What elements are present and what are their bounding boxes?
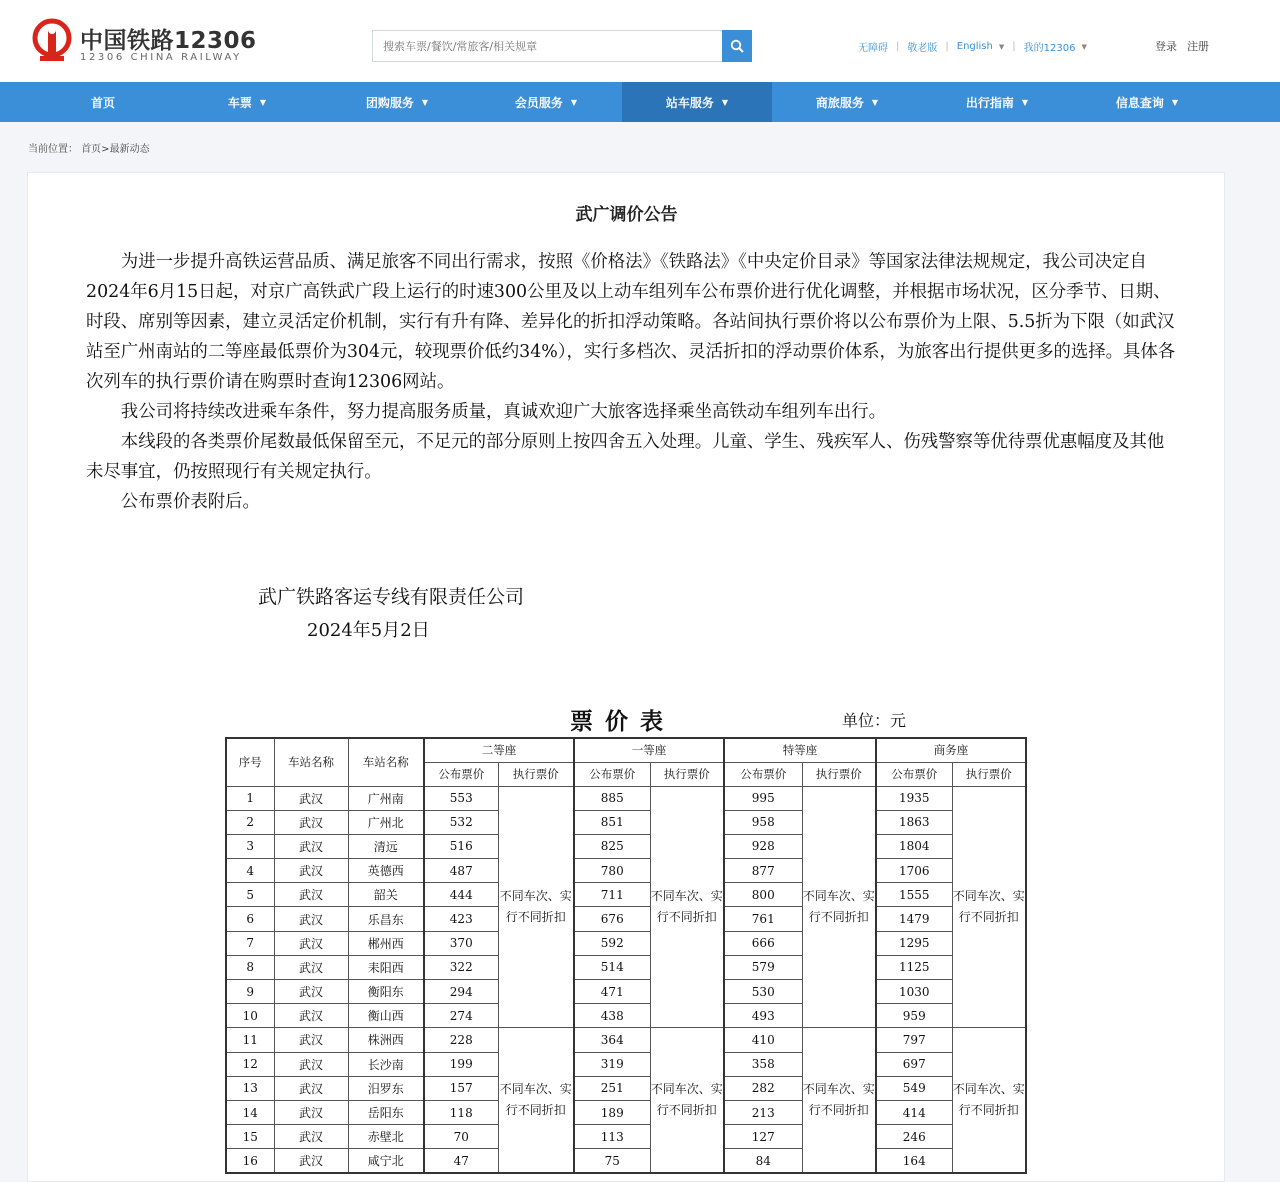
second-published-cell: 294: [424, 980, 498, 1004]
from-station-cell: 武汉: [274, 834, 348, 858]
header-executed: 执行票价: [952, 762, 1026, 786]
register-link[interactable]: 注册: [1187, 40, 1209, 53]
business-published-cell: 1706: [876, 859, 952, 883]
seq-cell: 12: [226, 1052, 274, 1076]
elderly-mode-link[interactable]: 敬老版: [907, 43, 938, 54]
nav-member-service[interactable]: [471, 82, 621, 122]
second-published-cell: 423: [424, 907, 498, 931]
to-station-cell: 广州北: [348, 810, 424, 834]
first-published-cell: 471: [574, 980, 650, 1004]
first-published-cell: 319: [574, 1052, 650, 1076]
first-published-cell: 592: [574, 931, 650, 955]
table-row: [226, 931, 1026, 955]
business-published-cell: 1479: [876, 907, 952, 931]
table-row: [226, 907, 1026, 931]
table-row: [226, 883, 1026, 907]
chevron-down-icon: ▼: [871, 97, 879, 107]
business-published-cell: 1555: [876, 883, 952, 907]
first-published-cell: 438: [574, 1004, 650, 1028]
nav-label: 信息查询: [1115, 95, 1164, 110]
second-published-cell: 70: [424, 1125, 498, 1149]
from-station-cell: 武汉: [274, 1004, 348, 1028]
second-published-cell: 322: [424, 955, 498, 979]
login-link[interactable]: 登录: [1155, 40, 1177, 53]
premium-published-cell: 666: [724, 931, 802, 955]
breadcrumb-path[interactable]: 首页>最新动态: [81, 144, 150, 155]
seq-cell: 9: [226, 980, 274, 1004]
table-row: [226, 810, 1026, 834]
to-station-cell: 赤壁北: [348, 1125, 424, 1149]
fare-table-body: [226, 786, 1026, 1173]
main-nav: [0, 82, 1280, 122]
premium-published-cell: 358: [724, 1052, 802, 1076]
executed-price-note: 不同车次、实行不同折扣: [650, 786, 724, 1028]
to-station-cell: 广州南: [348, 786, 424, 810]
nav-travel-guide[interactable]: [922, 82, 1072, 122]
business-published-cell: 1804: [876, 834, 952, 858]
header-executed: 执行票价: [650, 762, 724, 786]
brand-english: 12306 CHINA RAILWAY: [80, 52, 242, 63]
seq-cell: 4: [226, 859, 274, 883]
nav-group-service[interactable]: [322, 82, 472, 122]
divider: |: [1012, 41, 1016, 52]
second-published-cell: 444: [424, 883, 498, 907]
search-button[interactable]: [722, 30, 752, 62]
business-published-cell: 1935: [876, 786, 952, 810]
to-station-cell: 韶关: [348, 883, 424, 907]
premium-published-cell: 282: [724, 1076, 802, 1100]
chevron-down-icon: ▼: [1081, 42, 1087, 51]
first-published-cell: 189: [574, 1100, 650, 1124]
second-published-cell: 532: [424, 810, 498, 834]
fare-table-title: 票价表: [570, 708, 675, 735]
first-published-cell: 251: [574, 1076, 650, 1100]
article-paragraph: 为进一步提升高铁运营品质、满足旅客不同出行需求，按照《价格法》《铁路法》《中央定价目录》等国家法律法规规定，我公司决定自2024年6月15日起，对京广高铁武广段上运行的时速300公里及以上动车组列车公布票价进行优化调整，并根据市场状况，区分季节、日期、时段、席别等因素，建立灵活定价机制，实行有升有降、差异化的折扣浮动策略。各站间执行票价将以公布票价为上限、5.5折为下限（如武汉站至广州南站的二等座最低票价为304元，较现票价低约34%），实行多档次、灵活折扣的浮动票价体系，为旅客出行提供更多的选择。具体各次列车的执行票价请在购票时查询12306网站。: [86, 252, 1176, 392]
from-station-cell: 武汉: [274, 883, 348, 907]
auth-links: [1155, 38, 1209, 54]
table-row: [226, 1149, 1026, 1173]
first-published-cell: 885: [574, 786, 650, 810]
table-row: [226, 1100, 1026, 1124]
nav-label: 车票: [227, 95, 252, 110]
header-executed: 执行票价: [498, 762, 574, 786]
first-published-cell: 851: [574, 810, 650, 834]
header-seq: 序号: [226, 738, 274, 786]
first-published-cell: 676: [574, 907, 650, 931]
nav-label: 站车服务: [665, 95, 714, 110]
premium-published-cell: 127: [724, 1125, 802, 1149]
nav-tickets[interactable]: [172, 82, 322, 122]
nav-label: 商旅服务: [815, 95, 864, 110]
executed-price-note: 不同车次、实行不同折扣: [952, 1028, 1026, 1173]
to-station-cell: 耒阳西: [348, 955, 424, 979]
header-to-station: 车站名称: [348, 738, 424, 786]
from-station-cell: 武汉: [274, 810, 348, 834]
search-box: [372, 30, 724, 62]
first-published-cell: 780: [574, 859, 650, 883]
fare-table-unit: 单位：元: [842, 711, 907, 730]
table-row: [226, 955, 1026, 979]
to-station-cell: 岳阳东: [348, 1100, 424, 1124]
header-premium-class: 特等座: [724, 738, 876, 762]
executed-price-note: 不同车次、实行不同折扣: [498, 786, 574, 1028]
header-published: 公布票价: [876, 762, 952, 786]
second-published-cell: 553: [424, 786, 498, 810]
nav-label: 首页: [90, 95, 115, 110]
business-published-cell: 959: [876, 1004, 952, 1028]
header-business-class: 商务座: [876, 738, 1026, 762]
first-published-cell: 711: [574, 883, 650, 907]
business-published-cell: 1125: [876, 955, 952, 979]
chevron-down-icon: ▼: [421, 97, 429, 107]
premium-published-cell: 579: [724, 955, 802, 979]
article-body: [86, 247, 1176, 517]
premium-published-cell: 995: [724, 786, 802, 810]
divider: |: [945, 41, 949, 52]
business-published-cell: 164: [876, 1149, 952, 1173]
to-station-cell: 咸宁北: [348, 1149, 424, 1173]
signer: 武广铁路客运专线有限责任公司: [258, 586, 525, 608]
english-link[interactable]: English: [956, 41, 993, 52]
from-station-cell: 武汉: [274, 907, 348, 931]
second-published-cell: 487: [424, 859, 498, 883]
business-published-cell: 697: [876, 1052, 952, 1076]
article-title: 武广调价公告: [575, 205, 678, 225]
table-row: [226, 1076, 1026, 1100]
executed-price-note: 不同车次、实行不同折扣: [650, 1028, 724, 1173]
premium-published-cell: 213: [724, 1100, 802, 1124]
seq-cell: 16: [226, 1149, 274, 1173]
from-station-cell: 武汉: [274, 1100, 348, 1124]
table-row: [226, 1052, 1026, 1076]
to-station-cell: 郴州西: [348, 931, 424, 955]
header-published: 公布票价: [424, 762, 498, 786]
sign-date: 2024年5月2日: [307, 620, 430, 641]
second-published-cell: 157: [424, 1076, 498, 1100]
second-published-cell: 516: [424, 834, 498, 858]
header-executed: 执行票价: [802, 762, 876, 786]
header-second-class: 二等座: [424, 738, 574, 762]
nav-info-query[interactable]: [1072, 82, 1222, 122]
premium-published-cell: 928: [724, 834, 802, 858]
first-published-cell: 364: [574, 1028, 650, 1052]
second-published-cell: 118: [424, 1100, 498, 1124]
from-station-cell: 武汉: [274, 931, 348, 955]
from-station-cell: 武汉: [274, 859, 348, 883]
business-published-cell: 1295: [876, 931, 952, 955]
search-icon: [730, 39, 744, 53]
nav-station-service[interactable]: [622, 82, 772, 122]
to-station-cell: 衡山西: [348, 1004, 424, 1028]
executed-price-note: 不同车次、实行不同折扣: [802, 1028, 876, 1173]
second-published-cell: 370: [424, 931, 498, 955]
table-row: [226, 980, 1026, 1004]
article-paragraph: 公布票价表附后。: [120, 492, 260, 512]
divider: |: [896, 41, 900, 52]
business-published-cell: 414: [876, 1100, 952, 1124]
nav-label: 出行指南: [965, 95, 1014, 110]
second-published-cell: 199: [424, 1052, 498, 1076]
article-paragraph: 我公司将持续改进乘车条件，努力提高服务质量，真诚欢迎广大旅客选择乘坐高铁动车组列车出行。: [120, 402, 886, 422]
premium-published-cell: 530: [724, 980, 802, 1004]
seq-cell: 5: [226, 883, 274, 907]
seq-cell: 2: [226, 810, 274, 834]
to-station-cell: 乐昌东: [348, 907, 424, 931]
first-published-cell: 113: [574, 1125, 650, 1149]
table-row: [226, 834, 1026, 858]
seq-cell: 10: [226, 1004, 274, 1028]
header-published: 公布票价: [724, 762, 802, 786]
premium-published-cell: 800: [724, 883, 802, 907]
nav-business-travel[interactable]: [772, 82, 922, 122]
seq-cell: 3: [226, 834, 274, 858]
table-row: [226, 786, 1026, 810]
premium-published-cell: 84: [724, 1149, 802, 1173]
article-paragraph: 本线段的各类票价尾数最低保留至元，不足元的部分原则上按四舍五入处理。儿童、学生、残疾军人、伤残警察等优待票优惠幅度及其他未尽事宜，仍按照现行有关规定执行。: [86, 432, 1165, 482]
site-header: [0, 0, 1280, 82]
header-published: 公布票价: [574, 762, 650, 786]
premium-published-cell: 761: [724, 907, 802, 931]
from-station-cell: 武汉: [274, 1149, 348, 1173]
from-station-cell: 武汉: [274, 1125, 348, 1149]
table-row: [226, 1028, 1026, 1052]
executed-price-note: 不同车次、实行不同折扣: [498, 1028, 574, 1173]
business-published-cell: 246: [876, 1125, 952, 1149]
second-published-cell: 47: [424, 1149, 498, 1173]
nav-label: 团购服务: [365, 95, 414, 110]
seq-cell: 1: [226, 786, 274, 810]
seq-cell: 11: [226, 1028, 274, 1052]
seq-cell: 14: [226, 1100, 274, 1124]
header-from-station: 车站名称: [274, 738, 348, 786]
chevron-down-icon: ▼: [721, 97, 729, 107]
china-railway-logo-icon[interactable]: [28, 16, 76, 64]
chevron-down-icon: ▼: [570, 97, 578, 107]
premium-published-cell: 958: [724, 810, 802, 834]
premium-published-cell: 877: [724, 859, 802, 883]
from-station-cell: 武汉: [274, 786, 348, 810]
business-published-cell: 1030: [876, 980, 952, 1004]
accessibility-link[interactable]: 无障碍: [858, 43, 888, 54]
seq-cell: 6: [226, 907, 274, 931]
seq-cell: 7: [226, 931, 274, 955]
from-station-cell: 武汉: [274, 955, 348, 979]
business-published-cell: 797: [876, 1028, 952, 1052]
header-first-class: 一等座: [574, 738, 724, 762]
to-station-cell: 株洲西: [348, 1028, 424, 1052]
chevron-down-icon: ▼: [1171, 97, 1179, 107]
business-published-cell: 1863: [876, 810, 952, 834]
second-published-cell: 228: [424, 1028, 498, 1052]
nav-home[interactable]: [28, 82, 178, 122]
seq-cell: 15: [226, 1125, 274, 1149]
to-station-cell: 英德西: [348, 859, 424, 883]
to-station-cell: 汨罗东: [348, 1076, 424, 1100]
from-station-cell: 武汉: [274, 1076, 348, 1100]
executed-price-note: 不同车次、实行不同折扣: [802, 786, 876, 1028]
first-published-cell: 75: [574, 1149, 650, 1173]
premium-published-cell: 493: [724, 1004, 802, 1028]
second-published-cell: 274: [424, 1004, 498, 1028]
table-row: [226, 1004, 1026, 1028]
chevron-down-icon: ▼: [1021, 97, 1029, 107]
business-published-cell: 549: [876, 1076, 952, 1100]
fare-table: [225, 737, 1027, 1174]
nav-label: 会员服务: [514, 95, 563, 110]
to-station-cell: 衡阳东: [348, 980, 424, 1004]
from-station-cell: 武汉: [274, 1052, 348, 1076]
search-input[interactable]: [373, 31, 724, 61]
brand-name: 中国铁路12306: [80, 28, 257, 54]
chevron-down-icon: ▼: [259, 97, 267, 107]
from-station-cell: 武汉: [274, 980, 348, 1004]
to-station-cell: 清远: [348, 834, 424, 858]
seq-cell: 13: [226, 1076, 274, 1100]
executed-price-note: 不同车次、实行不同折扣: [952, 786, 1026, 1028]
first-published-cell: 825: [574, 834, 650, 858]
table-row: [226, 859, 1026, 883]
chevron-down-icon: ▼: [998, 42, 1005, 51]
premium-published-cell: 410: [724, 1028, 802, 1052]
from-station-cell: 武汉: [274, 1028, 348, 1052]
my-12306-link[interactable]: 我的12306: [1023, 43, 1076, 54]
seq-cell: 8: [226, 955, 274, 979]
top-links: [858, 39, 1087, 54]
breadcrumb-prefix: 当前位置：: [28, 144, 78, 155]
table-row: [226, 1125, 1026, 1149]
first-published-cell: 514: [574, 955, 650, 979]
breadcrumb: [28, 140, 150, 155]
to-station-cell: 长沙南: [348, 1052, 424, 1076]
